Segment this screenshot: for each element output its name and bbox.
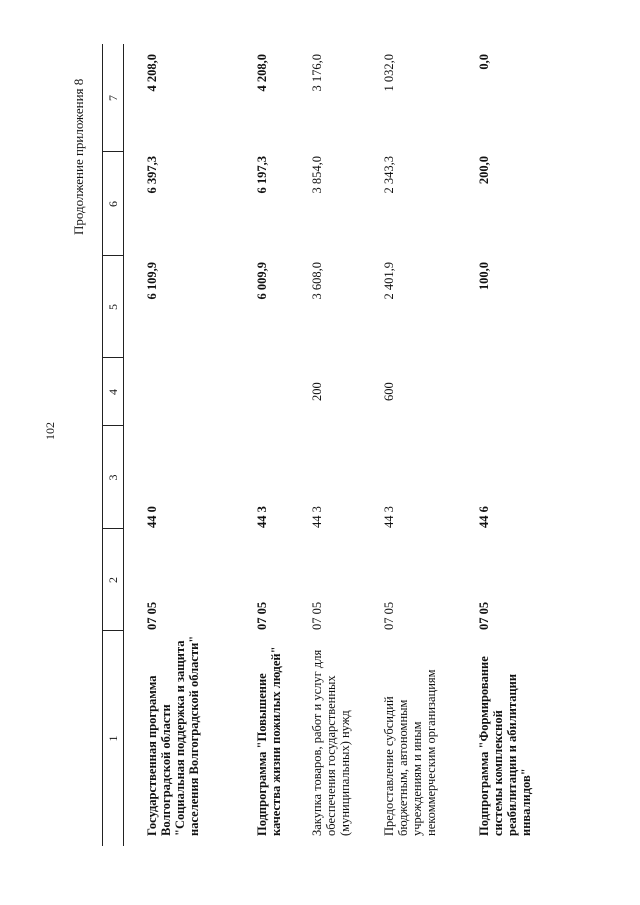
- row-name: Подпрограмма "Формирование системы комплексной реабилитации и абилитации инвалидов": [477, 656, 533, 836]
- row-value-col6: 2 343,3: [382, 156, 396, 194]
- row-name: Государственная программа Волгоградской области "Социальная поддержка и защита населения Волгоградской области": [145, 635, 201, 836]
- row-value-col6: 6 397,3: [145, 156, 159, 194]
- row-section-code: 07 05: [145, 601, 159, 630]
- row-section-code: 07 05: [477, 601, 491, 630]
- row-expense-type: 600: [382, 382, 396, 401]
- row-value-col5: 100,0: [477, 262, 491, 291]
- row-target-code: 44 0: [145, 506, 159, 528]
- row-value-col7: 4 208,0: [145, 54, 159, 92]
- row-target-code: 44 3: [310, 506, 324, 528]
- table-header-row: [102, 44, 124, 846]
- row-expense-type: 200: [310, 382, 324, 401]
- row-section-code: 07 05: [310, 601, 324, 630]
- header-col-6: 6: [106, 201, 120, 207]
- page-number: 102: [43, 422, 57, 440]
- row-value-col6: 6 197,3: [255, 156, 269, 194]
- row-name: Предоставление субсидий бюджетным, автономным учреждениям и иным некоммерческим организациям: [382, 669, 438, 836]
- budget-table: [102, 44, 622, 846]
- row-target-code: 44 6: [477, 506, 491, 528]
- row-value-col6: 200,0: [477, 156, 491, 185]
- row-target-code: 44 3: [382, 506, 396, 528]
- header-col-7: 7: [106, 95, 120, 101]
- row-value-col5: 6 109,9: [145, 262, 159, 300]
- row-value-col7: 3 176,0: [310, 54, 324, 92]
- header-col-2: 2: [106, 577, 120, 583]
- row-value-col5: 2 401,9: [382, 262, 396, 300]
- row-value-col7: 4 208,0: [255, 54, 269, 92]
- header-col-4: 4: [106, 389, 120, 395]
- header-col-1: 1: [106, 735, 120, 742]
- row-name: Закупка товаров, работ и услуг для обеспечения государственных (муниципальных) нужд: [310, 649, 352, 836]
- row-value-col6: 3 854,0: [310, 156, 324, 194]
- appendix-caption: Продолжение приложения 8: [71, 78, 86, 235]
- header-col-5: 5: [106, 304, 120, 310]
- row-value-col5: 6 009,9: [255, 262, 269, 300]
- row-value-col5: 3 608,0: [310, 262, 324, 300]
- header-col-3: 3: [106, 474, 120, 481]
- row-target-code: 44 3: [255, 506, 269, 528]
- row-name: Подпрограмма "Повышение качества жизни пожилых людей": [255, 646, 283, 836]
- row-value-col7: 0,0: [477, 54, 491, 70]
- row-section-code: 07 05: [382, 601, 396, 630]
- row-section-code: 07 05: [255, 601, 269, 630]
- row-value-col7: 1 032,0: [382, 54, 396, 92]
